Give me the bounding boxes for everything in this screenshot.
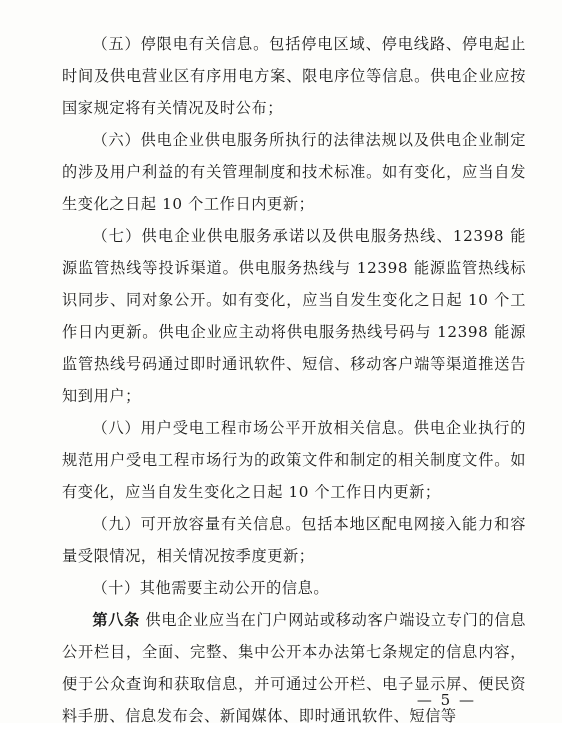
article-number: 第八条	[92, 611, 140, 629]
document-body	[62, 28, 526, 732]
paragraph-text: 供电企业应当在门户网站或移动客户端设立专门的信息公开栏目，全面、完整、集中公开本办法第七条规定的信息内容，便于公众查询和获取信息，并可通过公开栏、电子显示屏、便民资料手册、信息发布会、新闻媒体、即时通讯软件、短信等	[62, 611, 526, 725]
paragraph-text: （十）其他需要主动公开的信息。	[92, 579, 330, 597]
paragraph-item-7	[62, 220, 526, 412]
article-8-paragraph	[62, 604, 526, 732]
paragraph-text: （六）供电企业供电服务所执行的法律法规以及供电企业制定的涉及用户利益的有关管理制度和技术标准。如有变化，应当自发生变化之日起 10 个工作日内更新；	[62, 131, 526, 213]
paragraph-text: （八）用户受电工程市场公平开放相关信息。供电企业执行的规范用户受电工程市场行为的政策文件和制定的相关制度文件。如有变化，应当自发生变化之日起 10 个工作日内更新；	[62, 419, 526, 501]
paragraph-item-5	[62, 28, 526, 124]
paragraph-text: （五）停限电有关信息。包括停电区域、停电线路、停电起止时间及供电营业区有序用电方案、限电序位等信息。供电企业应按国家规定将有关情况及时公布；	[62, 35, 526, 117]
paragraph-item-6	[62, 124, 526, 220]
page-number: — 5 —	[416, 691, 476, 709]
paragraph-item-10	[62, 572, 526, 604]
paragraph-text: （九）可开放容量有关信息。包括本地区配电网接入能力和容量受限情况，相关情况按季度更新；	[62, 515, 526, 565]
paragraph-item-8	[62, 412, 526, 508]
paragraph-item-9	[62, 508, 526, 572]
paragraph-text: （七）供电企业供电服务承诺以及供电服务热线、12398 能源监管热线等投诉渠道。供电服务热线与 12398 能源监管热线标识同步、同对象公开。如有变化，应当自发生变化之日起 10 个工作日内更新。供电企业应主动将供电服务热线号码与 12398 能源监管热线号码通过即时通讯软件、短信、移动客户端等渠道推送告知到用户；	[62, 227, 526, 405]
